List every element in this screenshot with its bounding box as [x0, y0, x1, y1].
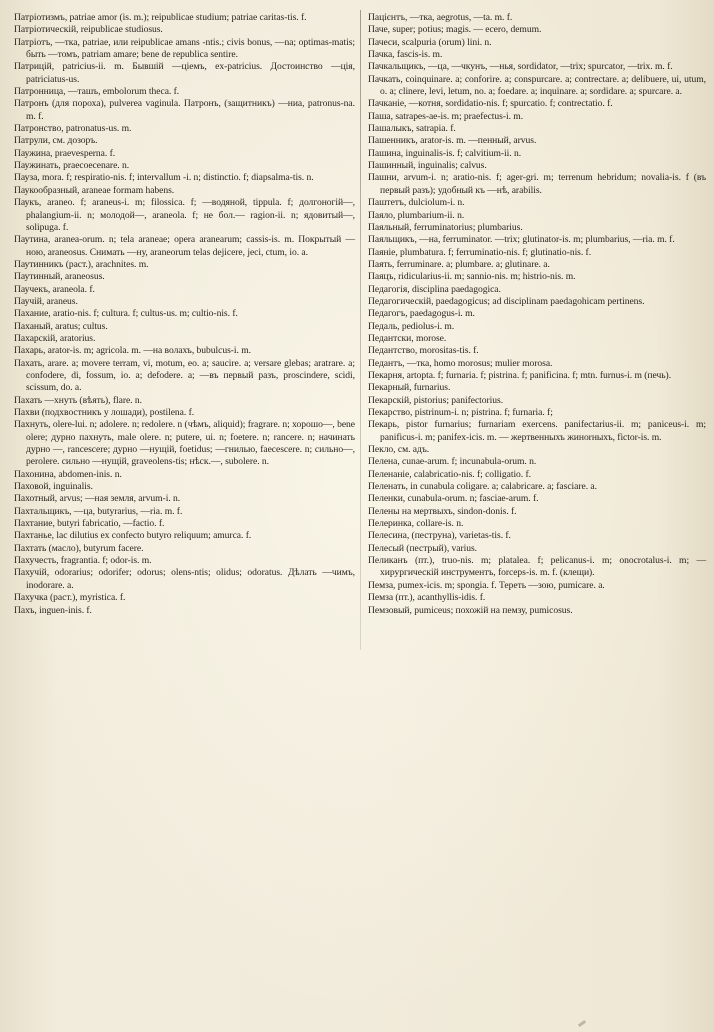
dictionary-entry: Пекарный, furnarius. [368, 382, 451, 394]
dictionary-entry: Паутина, aranea-orum. n; tela araneae; opera aranearum; cassis-is. m. Покрытый —ною, araneosus. Снимать —ну, araneorum telas dejicere, jeci, ctum, io. a. [14, 234, 355, 258]
dictionary-entry: Пацієнтъ, —тка, aegrotus, —ta. m. f. [368, 12, 513, 23]
dictionary-entry: Патріотизмъ, patriae amor (is. m.); reipublicae studium; patriae caritas-tis. f. [14, 12, 307, 23]
dictionary-entry: Патронство, patronatus-us. m. [14, 123, 132, 135]
dictionary-entry: Пахарь, arator-is. m; agricola. m. —на волахъ, bubulcus-i. m. [14, 345, 251, 357]
dictionary-entry: Паханый, aratus; cultus. [14, 320, 108, 332]
dictionary-entry: Пахучка (раст.), myristica. f. [14, 592, 126, 604]
dictionary-entry: Паучій, araneus. [14, 295, 78, 307]
dictionary-entry: Паутинникъ (раст.), arachnites. m. [14, 258, 149, 270]
dictionary-entry: Пауза, mora. f; respiratio-nis. f; intervallum -i. n; distinctio. f; diapsalma-tis. n. [14, 172, 314, 184]
dictionary-entry: Пемза (пт.), acanthyllis-idis. f. [368, 592, 486, 604]
dictionary-entry: Пемза, pumex-icis. m; spongia. f. Тереть —зою, pumicare. a. [368, 579, 605, 591]
dictionary-entry: Патріотъ, —тка, patriae, или reipublicae amans -ntis.; civis bonus, —na; optimas-matis; быть —томъ, patriam amare; bene de republica sentire. [14, 36, 355, 61]
dictionary-entry: Пеликанъ (пт.), truo-nis. m; platalea. f; pelicanus-i. m; onocrotalus-i. m; — хирургическій инструментъ, forceps-is. m. f. (клещи). [368, 555, 706, 579]
dictionary-entry: Пашалыкъ, satrapia. f. [368, 123, 456, 135]
dictionary-entry: Пахтанье, lac dilutius ex confecto butyro reliquum; amurca. f. [14, 530, 252, 542]
dictionary-entry: Патріотическій, reipublicae studiosus. [14, 24, 163, 36]
dictionary-entry: Педантски, morose. [368, 332, 447, 344]
dictionary-entry: Пахонина, abdomen-inis. n. [14, 468, 122, 480]
dictionary-entry: Пахать, arare. a; movere terram, vi, motum, eo. a; saucire. a; versare glebas; aratrare. a; confodere, di, fossum, io. a; defodere. a; —въ первый разъ, proscindere, scidi, scissum, do. a. [14, 357, 355, 394]
dictionary-entry: Пелеринка, collare-is. n. [368, 518, 464, 530]
dictionary-entry: Паяцъ, ridicularius-ii. m; sannio-nis. m; histrio-nis. m. [368, 271, 576, 283]
dictionary-entry: Педаль, pediolus-i. m. [368, 320, 455, 332]
dictionary-entry: Паужинать, praecoecenare. n. [14, 160, 130, 172]
dictionary-entry: Пахарскій, aratorius. [14, 332, 96, 344]
dictionary-entry: Пачеси, scalpuria (orum) lini. n. [368, 36, 492, 48]
dictionary-entry: Пеленать, in cunabula coligare. a; calabricare. a; fasciare. a. [368, 481, 597, 493]
dictionary-entry: Пачка, fascis-is. m. [368, 49, 443, 61]
dictionary-entry: Пемзовый, pumiceus; похожій на пемзу, pumicosus. [368, 604, 573, 616]
dictionary-entry: Педагогъ, paedagogus-i. m. [368, 308, 475, 320]
dictionary-entry: Паяльщикъ, —на, ferruminator. —trix; glutinator-is. m; plumbarius, —ria. m. f. [368, 234, 675, 246]
dictionary-entry: Пекарство, pistrinum-i. n; pistrina. f; furnaria. f; [368, 407, 553, 418]
dictionary-entry: Пахъ, inguen-inis. f. [14, 604, 92, 616]
dictionary-entry: Паштетъ, dulciolum-i. n. [368, 197, 465, 209]
dictionary-entry: Пахать —хнуть (вѣять), flare. n. [14, 394, 142, 406]
dictionary-entry: Пашенникъ, arator-is. m. —пенный, arvus. [368, 135, 537, 147]
dictionary-entry: Паукообразный, araneae formam habens. [14, 184, 175, 196]
dictionary-entry: Пелесина, (пеструна), varietas-tis. f. [368, 530, 511, 542]
dictionary-entry: Пахтание, butyri fabricatio, —factio. f. [14, 518, 165, 530]
dictionary-entry: Пахотный, arvus; —ная земля, arvum-i. n. [14, 493, 181, 505]
dictionary-entry: Пахание, aratio-nis. f; cultura. f; cultus-us. m; cultio-nis. f. [14, 308, 238, 320]
dictionary-entry: Патронъ (для пороха), pulverea vaginula. Патронъ, (защитникъ) —ниа, patronus-na. m. f. [14, 98, 355, 122]
dictionary-entry: Пашина, inguinalis-is. f; calvitium-ii. n. [368, 147, 522, 159]
dictionary-entry: Паутинный, araneosus. [14, 271, 105, 283]
column-divider [360, 10, 361, 650]
dictionary-entry: Паяніе, plumbatura. f; ferruminatio-nis. f; glutinatio-nis. f. [368, 246, 592, 258]
dictionary-entry: Педантъ, —тка, homo morosus; mulier morosa. [368, 357, 553, 369]
dictionary-entry: Патрицій, patricius-ii. m. Бывшій —ціемъ, ex-patricius. Достоинство —ція, patriciatus-us. [14, 61, 355, 85]
dictionary-entry: Пекло, см. адъ. [368, 444, 430, 456]
dictionary-entry: Пачкать, coinquinare. a; conforire. a; conspurcare. a; contrectare. a; delibuere, ui, utum, o. a; clinere, levi, letum, no. a; foedare. a; inquinare. a; sordidare. a; spurcare. a. [368, 73, 706, 98]
dictionary-entry: Пачкальщикъ, —ца, —чкунъ, —нья, sordidator, —trix; spurcator, —trix. m. f. [368, 61, 673, 73]
dictionary-entry: Паяльный, ferruminatorius; plumbarius. [368, 221, 523, 233]
dictionary-entry: Пахнуть, olere-lui. n; adolere. n; redolere. n (чѣмъ, aliquid); fragrare. n; хорошо—, bene olere; дурно пахнуть, male olere. n; putere, ui. n; foetere. n; rancere. n; начинать дурно —, rancescere; дурно —нущій, foetidus; —гнилью, faecescere. n; сильно—, perolere. сильно —нущій, graveolens-tis; нѣск.—, subolere. n. [14, 419, 355, 468]
dictionary-entry: Пачканіе, —котня, sordidatio-nis. f; spurcatio. f; contrectatio. f. [368, 98, 613, 110]
dictionary-entry: Пелены на мертвыхъ, sindon-donis. f. [368, 505, 517, 517]
dictionary-entry: Пелена, cunae-arum. f; incunabula-orum. n. [368, 456, 537, 468]
pencil-mark [578, 1020, 586, 1027]
dictionary-entry: Паша, satrapes-ae-is. m; praefectus-i. m. [368, 110, 524, 122]
dictionary-entry: Педагогическій, paedagogicus; ad disciplinam paedagohicam pertinens. [368, 295, 645, 307]
right-column [368, 12, 706, 617]
dictionary-entry: Пекарь, pistor furnarius; furnariam exercens. panifectarius-ii. m; paniceus-i. m; panificus-i. m; panifex-icis. m. — жертвенныхъ жиноrныхъ, fictor-is. m. [368, 419, 706, 443]
dictionary-entry: Пекарня, artopta. f; furnaria. f; pistrina. f; panificina. f; mtn. furnus-i. m (печь). [368, 369, 672, 381]
dictionary-entry: Пекарскій, pistorius; panifectorius. [368, 394, 504, 406]
dictionary-entry: Патронница, —ташъ, embolorum theca. f. [14, 86, 180, 98]
dictionary-entry: Педагогія, disciplina paedagogica. [368, 283, 501, 295]
dictionary-entry: Патрули, см. дозоръ. [14, 135, 98, 147]
dictionary-entry: Пелесый (пестрый), varius. [368, 542, 478, 554]
dictionary-entry: Паяло, plumbarium-ii. n. [368, 209, 465, 221]
dictionary-entry: Паучекъ, araneola. f. [14, 283, 95, 295]
dictionary-entry: Пахтать (масло), butyrum facere. [14, 542, 144, 554]
dictionary-entry: Пахви (подхвостникъ у лошади), postilena. f. [14, 407, 195, 418]
dictionary-entry: Пахучій, odorarius; odorifer; odorus; olens-ntis; olidus; odoratus. Дѣлать —чимъ, inodorare. a. [14, 567, 355, 591]
dictionary-entry: Пашинный, inguinalis; calvus. [368, 160, 487, 172]
dictionary-entry: Паужина, praevesperna. f. [14, 147, 116, 159]
dictionary-entry: Пахтальщикъ, —ца, butyrarius, —ria. m. f. [14, 505, 183, 517]
dictionary-entry: Пашни, arvum-i. n; aratio-nis. f; ager-gri. m; terrenum hebridum; novalia-is. f (въ первый разъ); удобный къ —нѣ, arabilis. [368, 172, 706, 196]
dictionary-entry: Пеленки, cunabula-orum. n; fasciae-arum. f. [368, 493, 539, 505]
left-column [14, 12, 355, 617]
dictionary-entry: Пачe, super; potius; magis. — ecero, demum. [368, 24, 542, 36]
dictionary-entry: Пахучесть, fragrantia. f; odor-is. m. [14, 555, 152, 567]
dictionary-entry: Паховой, inguinalis. [14, 481, 93, 493]
dictionary-entry: Паукъ, araneo. f; araneus-i. m; filossica. f; —водяной, tippula. f; долгоногій—, phalangium-ii. n; молодой—, araneola. f; не бол.— ragion-ii. n; ядовитый—, solipuga. f. [14, 197, 355, 233]
dictionary-entry: Паять, ferruminare. a; plumbare. a; glutinare. a. [368, 258, 550, 270]
dictionary-entry: Педантство, morositas-tis. f. [368, 345, 479, 357]
dictionary-entry: Пеленаніе, calabricatio-nis. f; colligatio. f. [368, 468, 531, 480]
